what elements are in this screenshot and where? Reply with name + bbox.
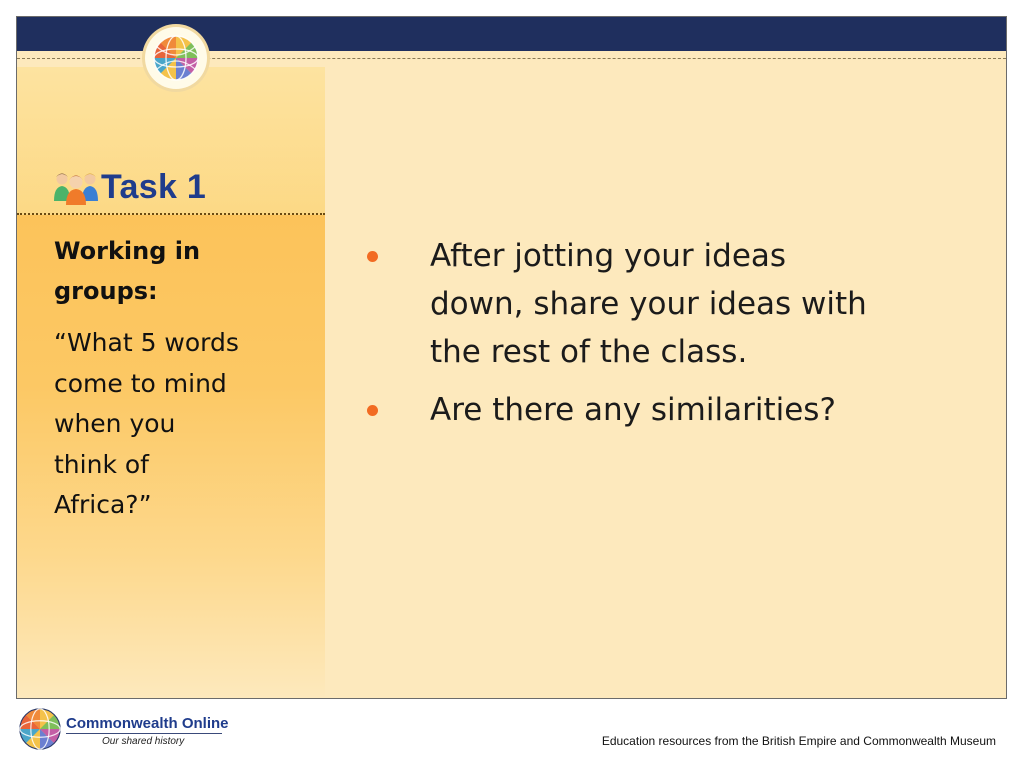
side-divider [17, 213, 325, 215]
side-quote-line: when you [54, 409, 176, 438]
slide [16, 16, 1007, 699]
globe-logo-icon [145, 27, 207, 89]
bullet-line: After jotting your ideas [430, 238, 787, 274]
footer-credit: Education resources from the British Empire and Commonwealth Museum [601, 734, 996, 748]
side-quote-line: Africa?” [54, 490, 152, 519]
task-heading [53, 165, 206, 209]
side-quote-line: come to mind [54, 368, 227, 398]
side-text-block [54, 231, 314, 526]
side-quote-line: “What 5 words [54, 328, 239, 357]
brand-name: Commonwealth Online [66, 715, 229, 732]
brand-tagline: Our shared history [102, 736, 185, 747]
bullet-line: down, share your ideas with [430, 286, 867, 322]
bullet-line: the rest of the class. [430, 334, 748, 370]
bullet-dot-icon [367, 405, 378, 416]
side-heading-line: Working in [54, 237, 201, 265]
side-heading-line: groups: [54, 277, 158, 305]
people-group-icon [53, 169, 99, 205]
footer-brand[interactable] [18, 707, 228, 753]
side-heading [54, 231, 314, 311]
side-quote-line: think of [54, 449, 149, 479]
bullet-item [361, 386, 991, 434]
bullet-dot-icon [367, 251, 378, 262]
globe-logo-icon [18, 707, 62, 751]
task-title: Task 1 [101, 167, 207, 206]
side-quote [54, 323, 314, 526]
bullet-line: Are there any similarities? [430, 392, 836, 428]
bullet-list [361, 232, 991, 444]
bullet-item [361, 232, 991, 376]
brand-rule [66, 733, 222, 734]
